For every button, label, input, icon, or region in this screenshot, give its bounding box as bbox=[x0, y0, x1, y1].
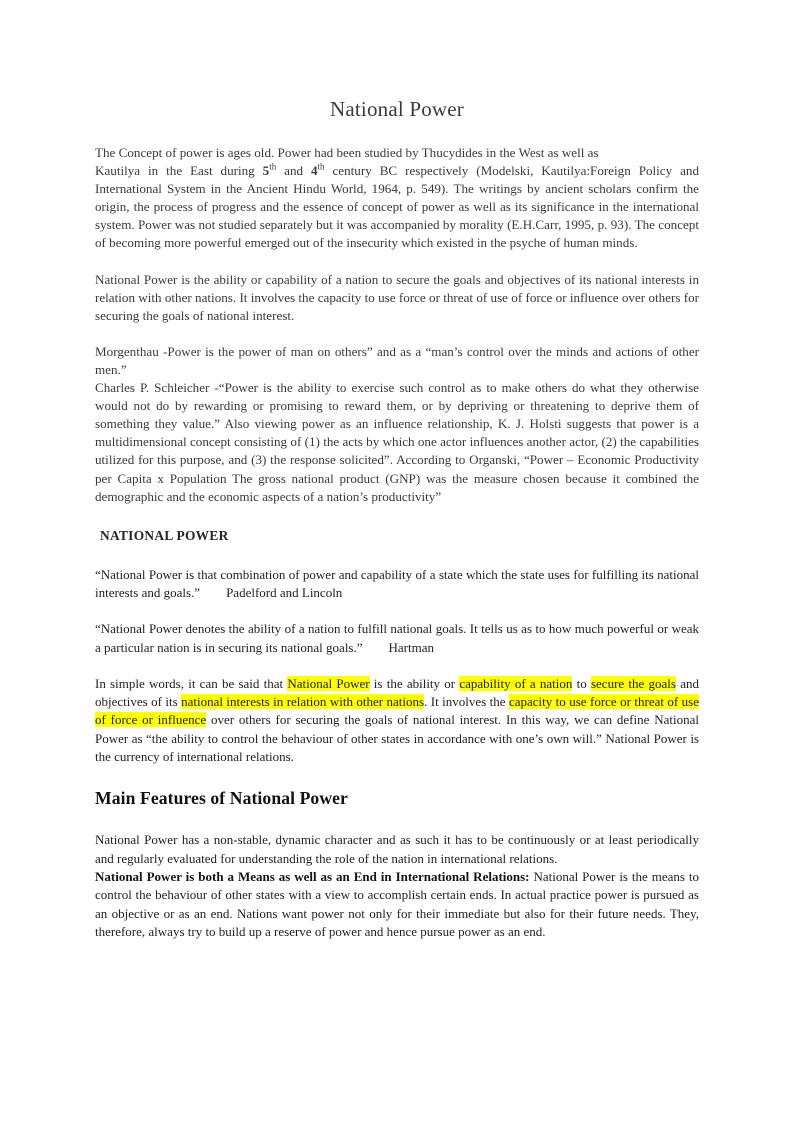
spacer-4 bbox=[95, 544, 699, 566]
intro-pre-text: Kautilya in the East during bbox=[95, 163, 263, 179]
padelford-attribution: Padelford and Lincoln bbox=[226, 584, 343, 600]
section-heading-main-features: Main Features of National Power bbox=[95, 788, 348, 809]
intro-mid-text: and bbox=[276, 163, 311, 179]
ordinal-five-number: 5 bbox=[262, 163, 270, 179]
intro-paragraph bbox=[95, 162, 699, 252]
hl-seg-3: is the ability or bbox=[369, 675, 460, 691]
hartman-quote-paragraph bbox=[95, 620, 699, 657]
highlighted-paragraph bbox=[95, 675, 699, 766]
page-content bbox=[95, 0, 699, 941]
intro-post-text: century BC respectively (Modelski, Kautilya:Foreign Policy and International System in the Ancient Hindu World, 1964, p. 549). The writings by ancient scholars confirm the origin, the process of progress and the essence of concept of power as well as its significance in the international system. Power was not studied separately but it was accompanied by morality (E.H.Carr, 1995, p. 93). The concept of becoming more powerful emerged out of the insecurity which existed in the psyche of human minds. bbox=[95, 163, 699, 251]
intro-section bbox=[95, 144, 699, 506]
spacer-7 bbox=[95, 766, 699, 788]
hl-seg-1: In simple words, it can be said that bbox=[95, 675, 288, 691]
padelford-quote-paragraph bbox=[95, 566, 699, 603]
section-heading-national-power: NATIONAL POWER bbox=[100, 527, 229, 543]
hl-seg-5: to bbox=[572, 675, 591, 691]
highlight-secure-the-goals: secure the goals bbox=[590, 675, 676, 691]
spacer-2 bbox=[95, 325, 699, 343]
highlight-capacity-to-use-force: capacity to use force or threat of use of force or influence bbox=[95, 694, 699, 728]
features-intro-paragraph: National Power has a non-stable, dynamic character and as such it has to be continuously or at least periodically and regularly evaluated for understanding the role of the nation in international relations. bbox=[95, 832, 699, 866]
ordinal-four-number: 4 bbox=[311, 163, 318, 179]
means-end-paragraph bbox=[95, 868, 699, 941]
spacer-6 bbox=[95, 657, 699, 675]
ordinal-five-suffix: th bbox=[269, 161, 277, 172]
intro-first-line: The Concept of power is ages old. Power had been studied by Thucydides in the West as well as bbox=[95, 145, 599, 160]
hartman-quote-text: “National Power denotes the ability of a nation to fulfill national goals. It tells us as to how much powerful or weak a particular nation is in securing its national goals.” bbox=[95, 621, 699, 655]
highlight-national-power: National Power bbox=[287, 675, 370, 691]
schleicher-paragraph: Charles P. Schleicher -“Power is the ability to exercise such control as to make others do what they otherwise would not do by rewarding or promising to reward them, or by depriving or threatening to deprive them of something they value.” Also viewing power as an influence relationship, K. J. Holsti suggests that power is a multidimensional concept consisting of (1) the acts by which one actor influences another actor, (2) the capabilities utilized for this purpose, and (3) the response solicited”. According to Organski, “Power – Economic Productivity per Capita x Population The gross national product (GNP) was the measure chosen because it combined the demographic and the economic aspects of a nation’s productivity” bbox=[95, 380, 699, 504]
hl-seg-11: over others for securing the goals of national interest. In this way, we can define National Power as “the ability to control the behaviour of other states in accordance with one’s own will.” National Power is the currency of international relations. bbox=[95, 712, 699, 765]
page-title: National Power bbox=[329, 97, 465, 121]
spacer-5 bbox=[95, 602, 699, 620]
morgenthau-paragraph: Morgenthau -Power is the power of man on others” and as a “man’s control over the minds and actions of other men.” bbox=[95, 343, 699, 377]
hl-seg-7: and objectives of its bbox=[95, 675, 699, 710]
definition-paragraph: National Power is the ability or capability of a nation to secure the goals and objectives of its national interests in relation with other nations. It involves the capacity to use force or threat of use of force or influence over others for securing the goals of national interest. bbox=[95, 271, 699, 323]
spacer-after-title bbox=[95, 122, 699, 144]
spacer-1 bbox=[95, 253, 699, 271]
means-end-body-text: National Power is the means to control the behaviour of other states with a view to accomplish certain ends. In actual practice power is pursued as an objective or as an end. Nations want power not only for their immediate but also for their future needs. They, therefore, always try to build up a reserve of power and hence pursue power as an end. bbox=[95, 868, 700, 939]
spacer-3 bbox=[95, 506, 699, 528]
ordinal-four-suffix: th bbox=[317, 161, 325, 172]
padelford-quote-text: “National Power is that combination of power and capability of a state which the state uses for fulfilling its national interests and goals.” bbox=[95, 566, 699, 600]
hartman-attribution: Hartman bbox=[388, 639, 434, 655]
features-section bbox=[95, 831, 699, 941]
highlight-capability-of-a-nation: capability of a nation bbox=[459, 675, 573, 691]
spacer-8 bbox=[95, 809, 699, 831]
means-end-lead-in: National Power is both a Means as well as an End in International Relations: bbox=[95, 868, 530, 884]
hl-seg-9: . It involves the bbox=[424, 694, 509, 710]
quotes-section bbox=[95, 566, 699, 767]
highlight-national-interests: national interests in relation with other nations bbox=[181, 694, 425, 710]
